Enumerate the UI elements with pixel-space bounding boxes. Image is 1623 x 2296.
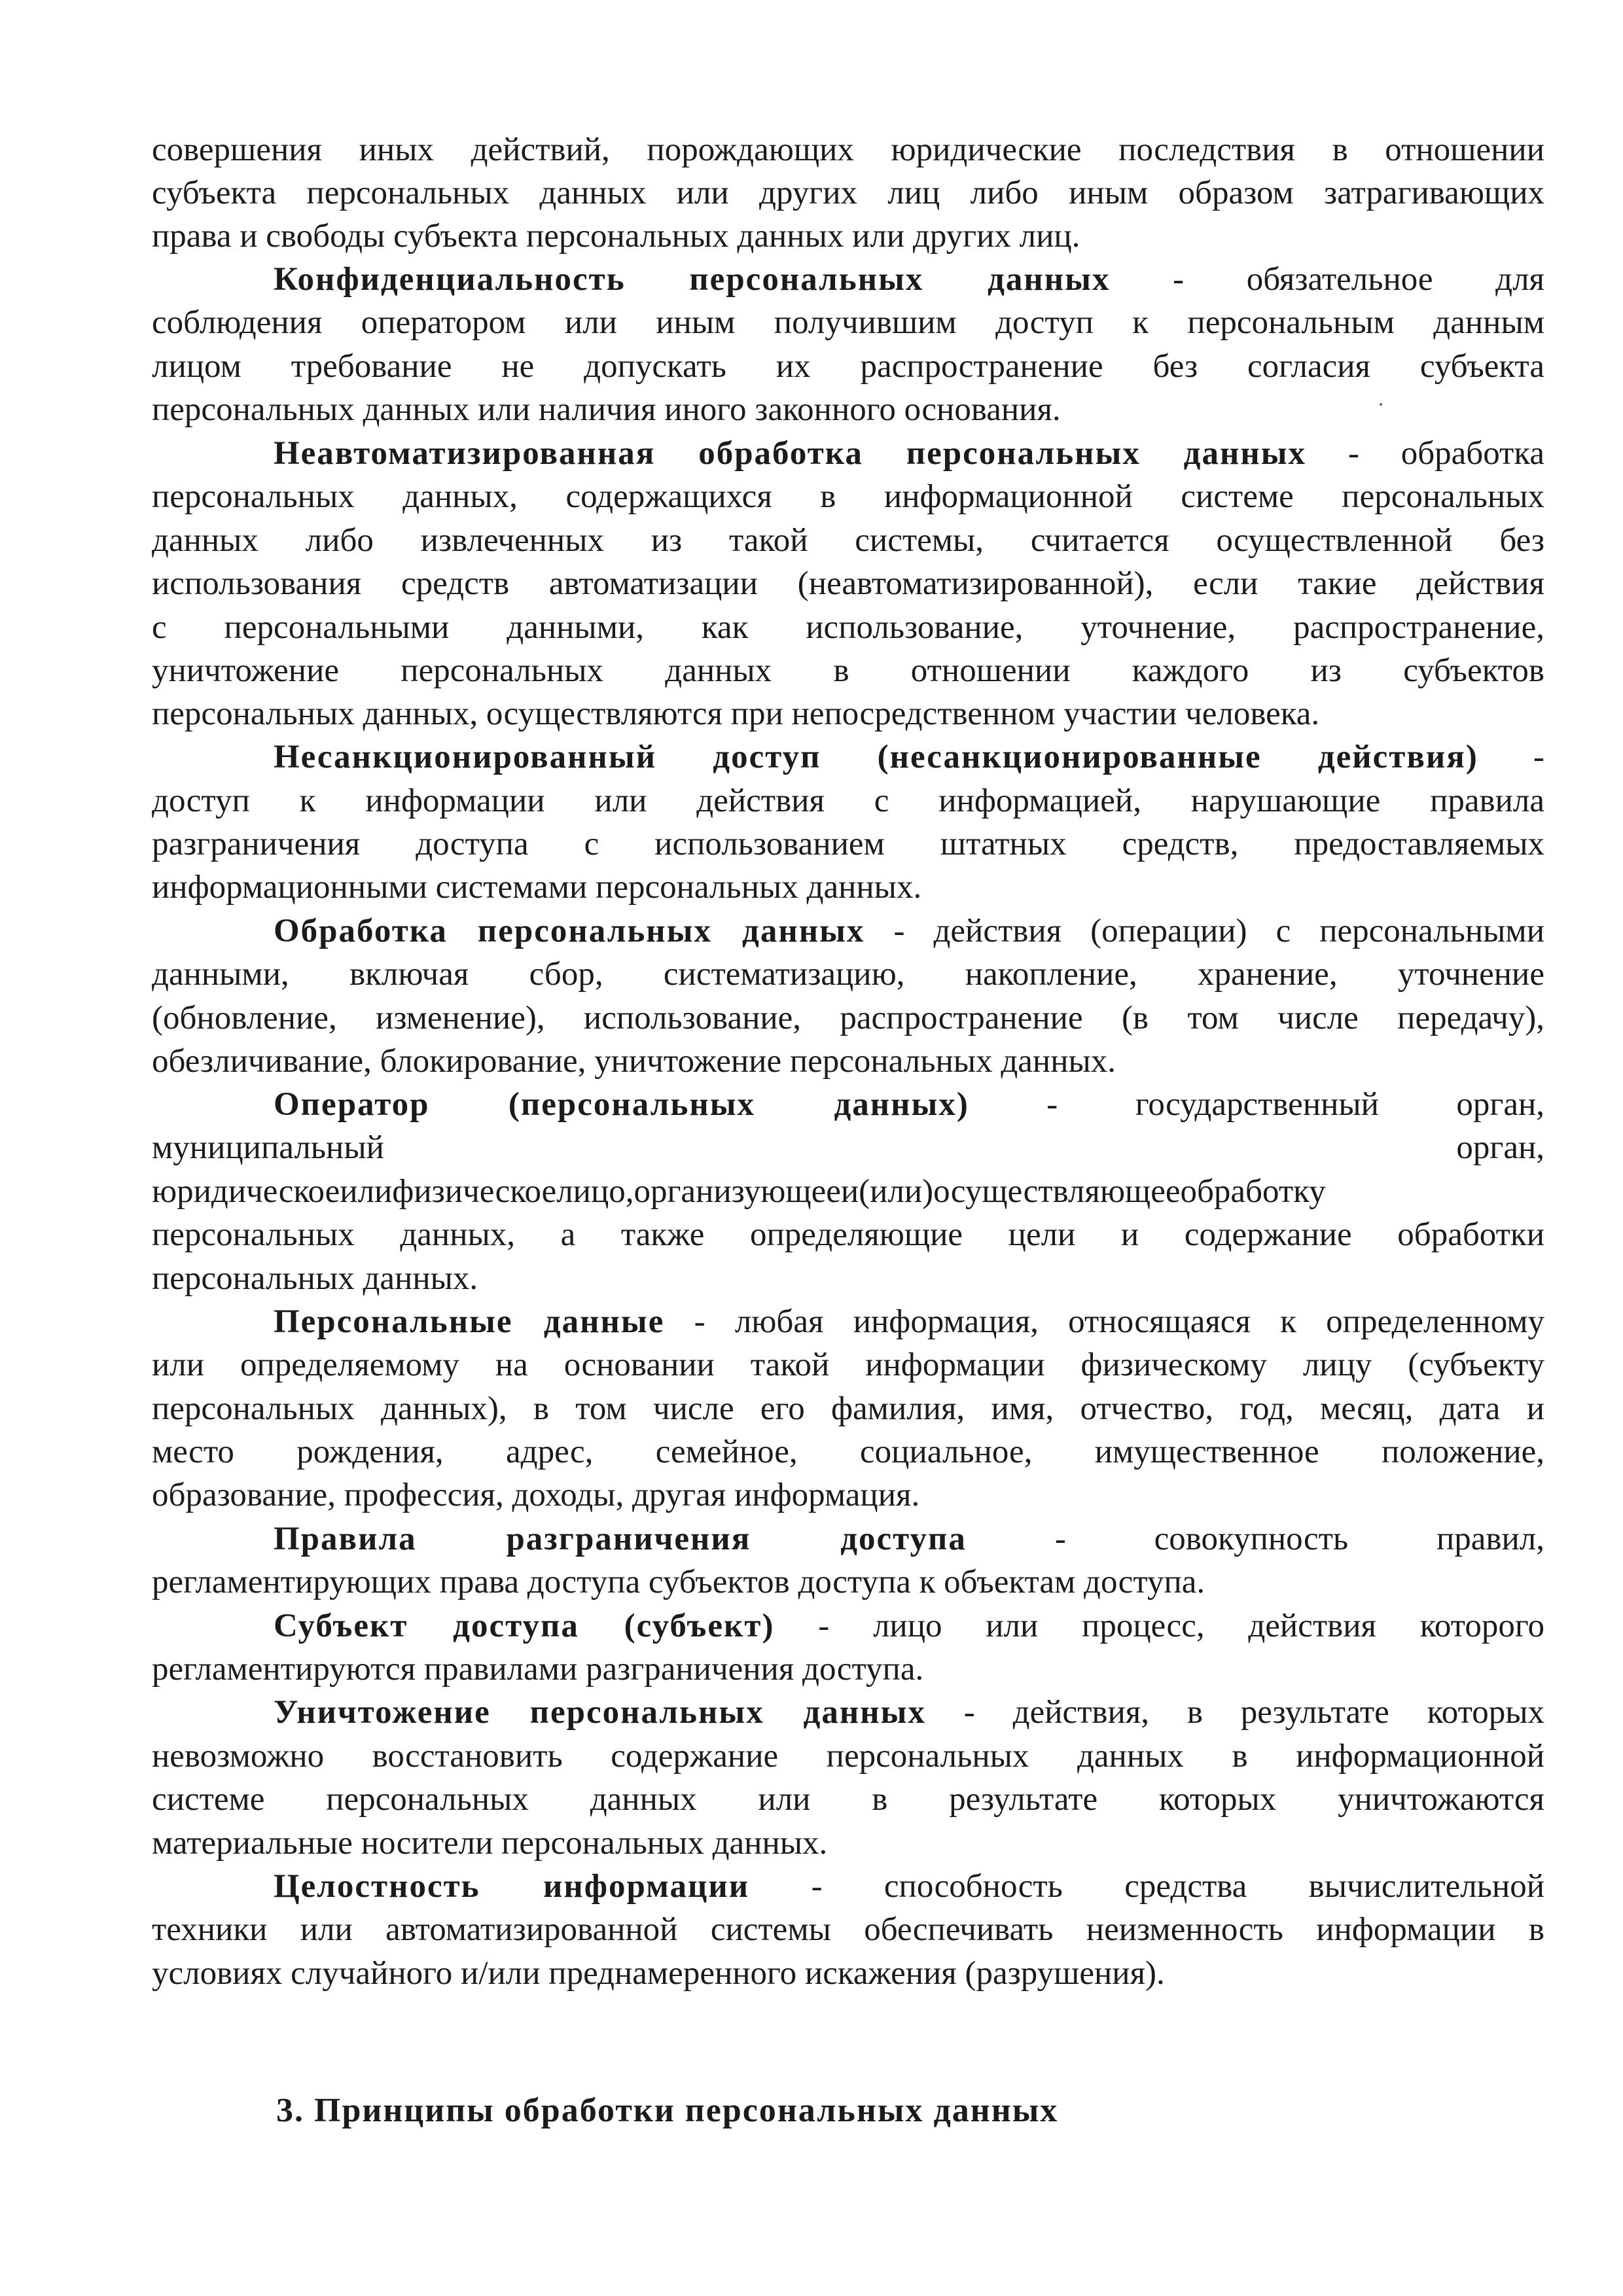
text-line: доступ к информации или действия с информацией, нарушающие правила [152,783,1544,819]
definition-term: Конфиденциальность персональных данных [274,261,1111,298]
text-line: материальные носители персональных данных. [152,1825,828,1862]
definition-term: Субъект доступа (субъект) [274,1608,775,1644]
definition-term: Уничтожение персональных данных [274,1694,926,1731]
text-line: регламентирующих права доступа субъектов доступа к объектам доступа. [152,1564,1205,1600]
definition-first-line: Оператор (персональных данных) - государственный орган, [274,1086,1544,1123]
text-line: юридическоеилифизическоелицо,организующееи(или)осуществляющееобработку [152,1173,1326,1210]
definition-term: Правила разграничения доступа [274,1521,967,1557]
text-line: персональных данных. [152,1260,478,1297]
definition-first-line: Конфиденциальность персональных данных - обязательное для [274,261,1545,298]
text-line: разграничения доступа с использованием штатных средств, предоставляемых [152,826,1544,862]
text-line: условиях случайного и/или преднамеренного искажения (разрушения). [152,1955,1165,1992]
text-line: персональных данных или наличия иного законного основания. [152,391,1061,428]
definition-first-line: Неавтоматизированная обработка персональных данных - обработка [274,435,1544,472]
definition-first-line: Персональные данные - любая информация, относящаяся к определенному [274,1303,1544,1340]
text-line: совершения иных действий, порождающих юридические последствия в отношении [152,132,1544,168]
text-line: уничтожение персональных данных в отношении каждого из субъектов [152,652,1544,689]
definition-term: Обработка персональных данных [274,913,865,949]
text-line: невозможно восстановить содержание персональных данных в информационной [152,1738,1544,1775]
text-line: место рождения, адрес, семейное, социальное, имущественное положение, [152,1434,1544,1470]
text-line: системе персональных данных или в результате которых уничтожаются [152,1781,1544,1818]
definition-first-line: Обработка персональных данных - действия (операции) с персональными [274,913,1544,949]
definition-term: Неавтоматизированная обработка персональных данных [274,435,1307,472]
definition-first-line: Несанкционированный доступ (несанкционированные действия) - [274,739,1545,775]
definition-term: Персональные данные [274,1303,665,1340]
text-line: муниципальный орган, [152,1129,1544,1166]
definition-term: Целостность информации [274,1868,750,1905]
definition-first-line: Целостность информации - способность средства вычислительной [274,1868,1545,1905]
definition-term: Несанкционированный доступ (несанкционированные действия) [274,739,1478,775]
section-heading: 3. Принципы обработки персональных данных [276,2092,1059,2129]
text-line: лицом требование не допускать их распространение без согласия субъекта [152,348,1544,385]
text-line: образование, профессия, доходы, другая информация. [152,1477,920,1513]
definition-first-line: Правила разграничения доступа - совокупность правил, [274,1521,1545,1557]
text-line: персональных данных, содержащихся в информационной системе персональных [152,478,1544,515]
text-line: использования средств автоматизации (неавтоматизированной), если такие действия [152,565,1544,602]
text-line: (обновление, изменение), использование, распространение (в том числе передачу), [152,1000,1544,1036]
text-line: персональных данных, осуществляются при непосредственном участии человека. [152,696,1320,732]
text-line: права и свободы субъекта персональных данных или других лиц. [152,218,1080,255]
text-line: или определяемому на основании такой информации физическому лицу (субъекту [152,1347,1544,1383]
text-line: данными, включая сбор, систематизацию, накопление, хранение, уточнение [152,956,1544,993]
text-line: персональных данных), в том числе его фамилия, имя, отчество, год, месяц, дата и [152,1390,1544,1427]
text-line: с персональными данными, как использование, уточнение, распространение, [152,609,1544,646]
text-line: информационными системами персональных данных. [152,869,922,906]
definition-term: Оператор (персональных данных) [274,1086,969,1123]
text-line: обезличивание, блокирование, уничтожение персональных данных. [152,1043,1116,1080]
text-line: соблюдения оператором или иным получившим доступ к персональным данным [152,304,1544,341]
text-line: регламентируются правилами разграничения доступа. [152,1651,924,1687]
definition-first-line: Субъект доступа (субъект) - лицо или процесс, действия которого [274,1608,1545,1644]
scan-speck [1380,403,1382,406]
text-line: данных либо извлеченных из такой системы, считается осуществленной без [152,522,1544,559]
text-line: техники или автоматизированной системы обеспечивать неизменность информации в [152,1911,1544,1948]
text-line: субъекта персональных данных или других лиц либо иным образом затрагивающих [152,175,1544,211]
text-line: персональных данных, а также определяющие цели и содержание обработки [152,1216,1544,1253]
definition-first-line: Уничтожение персональных данных - действия, в результате которых [274,1694,1545,1731]
